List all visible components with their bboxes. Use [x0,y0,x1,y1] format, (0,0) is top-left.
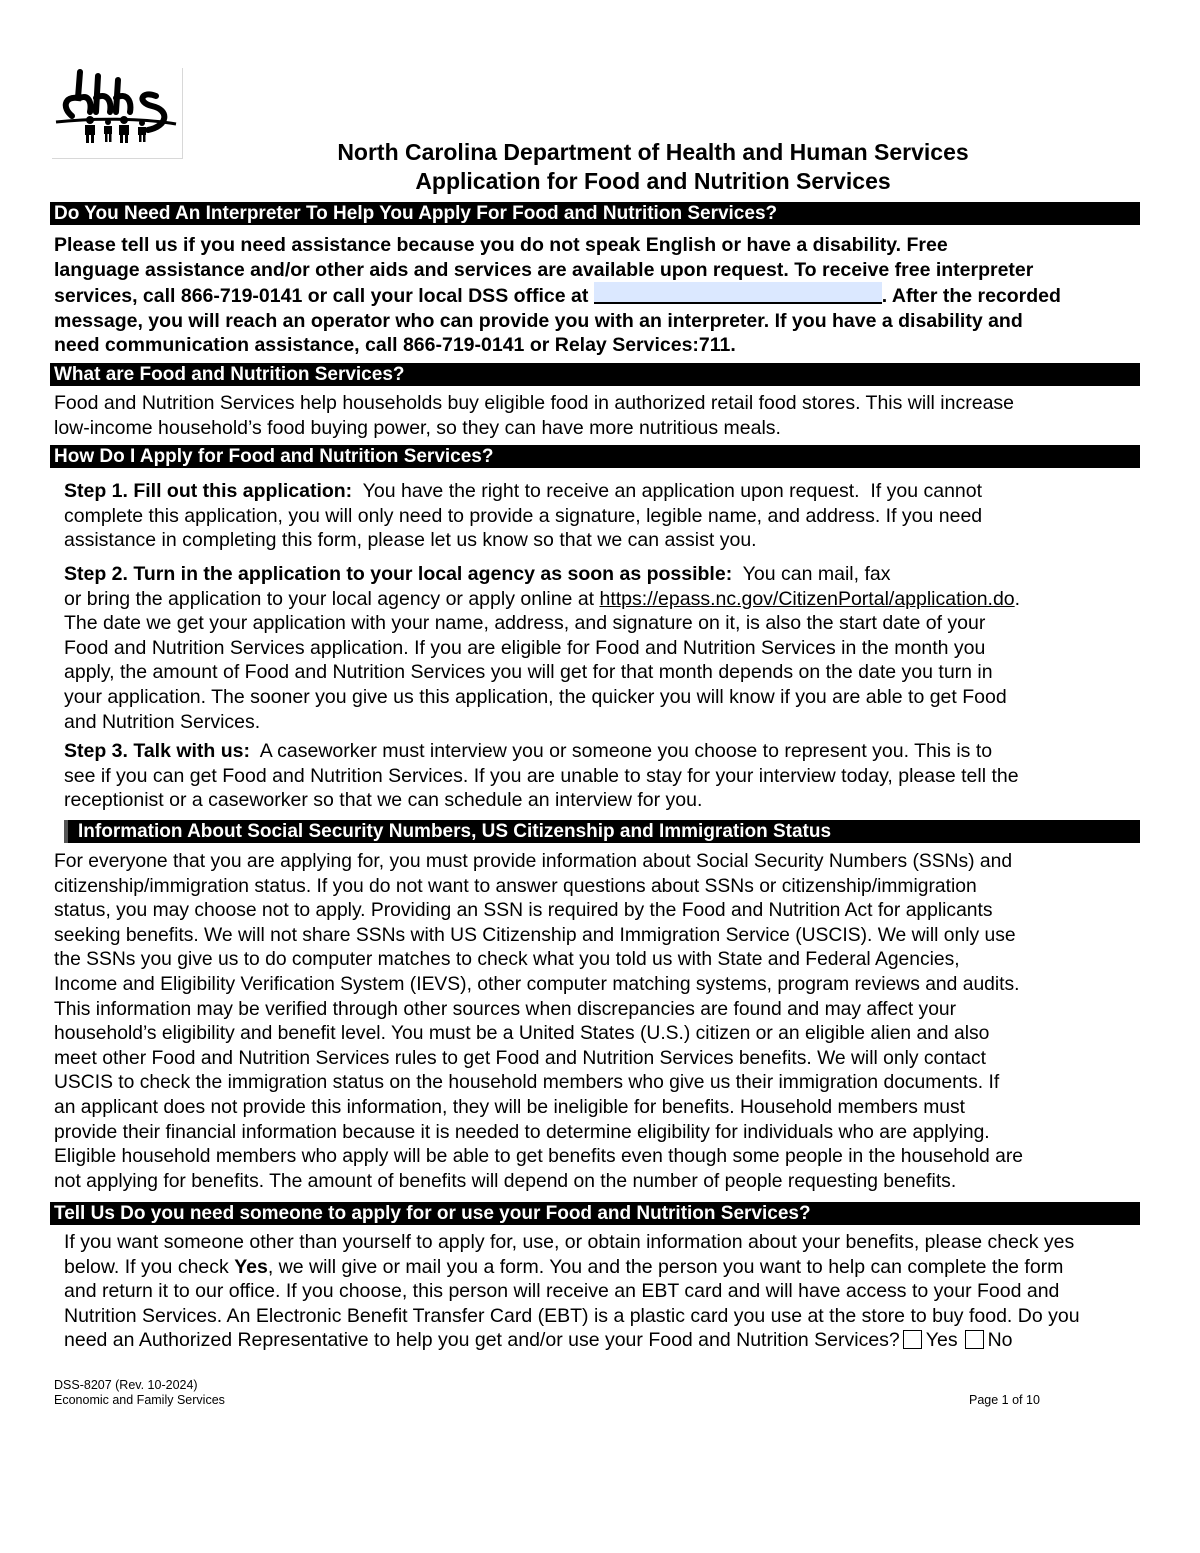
rep-text-2b: , we will give or mail you a form. You and the person you want to help can complete the form [267,1255,1064,1278]
interpreter-heading: Do You Need An Interpreter To Help You Apply For Food and Nutrition Services? [50,202,1140,225]
ssn-line: meet other Food and Nutrition Services rules to get Food and Nutrition Services benefits. We will only contact [54,1047,987,1069]
step-3 [64,739,1144,813]
division-name: Economic and Family Services [54,1393,225,1407]
form-title: Application for Food and Nutrition Services [415,168,891,194]
step-1-line-3: assistance in completing this form, please let us know so that we can assist you. [64,529,757,552]
rep-line-2 [64,1255,1144,1280]
step-2-text-2b: . [1014,587,1021,610]
no-label: No [987,1329,1013,1352]
step-3-label: Step 3. Talk with us: [64,740,251,762]
ssn-line: provide their financial information because it is needed to determine eligibility for individuals who are applying. [54,1121,990,1143]
step-2-line-3: The date we get your application with your name, address, and signature on it, is also the start date of your [64,612,986,635]
step-3-text-1: A caseworker must interview you or someone you choose to represent you. This is to [250,740,993,762]
footer-left [54,1378,225,1408]
form-number: DSS-8207 (Rev. 10-2024) [54,1378,198,1392]
ssn-line: For everyone that you are applying for, you must provide information about Social Security Numbers (SSNs) and [54,851,1013,872]
how-apply-heading: How Do I Apply for Food and Nutrition Services? [50,445,1140,468]
no-checkbox[interactable] [965,1330,984,1349]
what-is-heading: What are Food and Nutrition Services? [50,363,1140,386]
step-2 [64,562,1144,734]
dss-office-field[interactable] [594,282,882,304]
step-3-line-3: receptionist or a caseworker so that we can schedule an interview for you. [64,789,703,812]
ssn-line: household’s eligibility and benefit level. You must be a United States (U.S.) citizen or an eligible alien and also [54,1023,990,1045]
page-number: Page 1 of 10 [969,1393,1040,1407]
ssn-line: status, you may choose not to apply. Providing an SSN is required by the Food and Nutrition Act for applicants [54,900,993,922]
what-is-line-1: Food and Nutrition Services help households buy eligible food in authorized retail food stores. This will increase [54,392,1015,414]
interpreter-line-5: need communication assistance, call 866-719-0141 or Relay Services:711. [54,334,736,357]
ssn-line: Eligible household members who apply will be able to get benefits even though some people in the household are [54,1146,1023,1168]
ssn-line: This information may be verified through other sources when discrepancies are found and may affect your [54,998,957,1020]
step-2-label: Step 2. Turn in the application to your local agency as soon as possible: [64,563,733,585]
ssn-line: not applying for benefits. The amount of benefits will depend on the number of people requesting benefits. [54,1170,957,1192]
rep-text [64,1230,1144,1353]
step-1-text-1: You have the right to receive an application upon request. If you cannot [352,480,983,502]
ssn-line: seeking benefits. We will not share SSNs with US Citizenship and Immigration Service (USCIS). We will only use [54,924,1016,946]
step-2-line-5: apply, the amount of Food and Nutrition Services you will get for that month depends on the date you turn in [64,661,993,684]
step-2-line-4: Food and Nutrition Services application. If you are eligible for Food and Nutrition Services in the month you [64,636,986,659]
what-is-line-2: low-income household’s food buying power, so they can have more nutritious meals. [54,416,781,439]
step-2-line-1 [64,562,1144,587]
ssn-heading: Information About Social Security Numbers, US Citizenship and Immigration Status [64,820,1140,843]
step-1-label: Step 1. Fill out this application: [64,480,353,502]
ssn-line: an applicant does not provide this information, they will be ineligible for benefits. Household members must [54,1096,965,1118]
interpreter-text [54,233,1144,358]
rep-heading: Tell Us Do you need someone to apply for or use your Food and Nutrition Services? [50,1202,1140,1225]
interpreter-line-4: message, you will reach an operator who can provide you with an interpreter. If you have a disability and [54,309,1023,332]
step-2-line-6: your application. The sooner you give us this application, the quicker you will know if you are able to get Food [64,685,1007,708]
rep-question: need an Authorized Representative to help you get and/or use your Food and Nutrition Services? [64,1329,900,1352]
rep-line-1: If you want someone other than yourself to apply for, use, or obtain information about your benefits, please check yes [64,1231,1075,1253]
interpreter-line-3a: services, call 866-719-0141 or call your local DSS office at [54,285,594,308]
step-1-line-2: complete this application, you will only need to provide a signature, legible name, and address. If you need [64,504,983,527]
ssn-text [54,850,1144,1194]
rep-line-3: and return it to our office. If you choose, this person will receive an EBT card and will have access to your Food and [64,1280,1060,1303]
step-2-line-7: and Nutrition Services. [64,710,261,733]
ssn-line: Income and Eligibility Verification System (IEVS), other computer matching systems, program reviews and audits. [54,973,1020,995]
rep-line-5 [64,1328,1144,1353]
yes-checkbox[interactable] [903,1330,922,1349]
rep-line-4: Nutrition Services. An Electronic Benefit Transfer Card (EBT) is a plastic card you use at the store to buy food. Do you [64,1304,1080,1327]
step-2-text-2a: or bring the application to your local agency or apply online at [64,587,600,610]
rep-yes-emphasis: Yes [234,1255,268,1278]
ssn-line: citizenship/immigration status. If you do not want to answer questions about SSNs or citizenship/immigration [54,875,977,897]
epass-link[interactable]: https://epass.nc.gov/CitizenPortal/application.do [599,587,1015,610]
yes-label: Yes [925,1329,958,1352]
step-3-line-1 [64,739,1144,764]
interpreter-line-3 [54,282,1144,309]
org-name: North Carolina Department of Health and Human Services [337,139,969,165]
rep-text-2a: below. If you check [64,1255,235,1278]
step-3-line-2: see if you can get Food and Nutrition Services. If you are unable to stay for your interview today, please tell the [64,764,1019,787]
step-2-line-2 [64,587,1144,612]
interpreter-line-3b: . After the recorded [881,285,1061,308]
ssn-line: the SSNs you give us to do computer matches to check what you told us with State and Federal Agencies, [54,949,960,971]
step-2-text-1: You can mail, fax [732,563,891,585]
step-1 [64,479,1144,553]
step-1-line-1 [64,479,1144,504]
interpreter-line-1: Please tell us if you need assistance because you do not speak English or have a disability. Free [54,234,948,256]
ssn-line: USCIS to check the immigration status on the household members who give us their immigration documents. If [54,1072,1000,1094]
what-is-text [54,391,1144,440]
interpreter-line-2: language assistance and/or other aids and services are available upon request. To receive free interpreter [54,258,1034,281]
